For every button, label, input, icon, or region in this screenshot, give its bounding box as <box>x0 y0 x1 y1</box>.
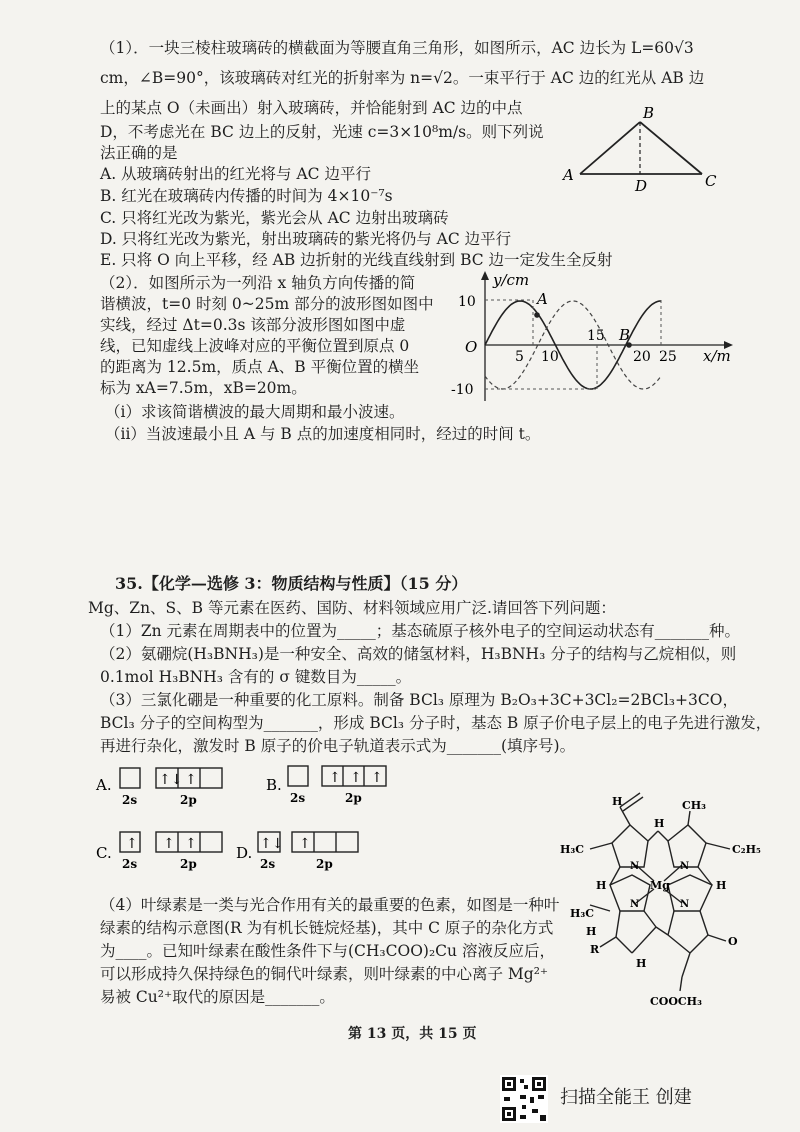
page-footer: 第 13 页，共 15 页 <box>348 1026 477 1042</box>
label-point-a: A <box>537 290 548 308</box>
orbital-c-label: C. <box>96 844 112 862</box>
question-ii: （ii）当波速最小且 A 与 B 点的加速度相同时，经过的时间 t。 <box>105 425 541 443</box>
orbital-b-p1: ↑ <box>329 770 341 786</box>
mol-h-right: H <box>716 879 727 892</box>
p35-q2b: 0.1mol H₃BNH₃ 含有的 σ 键数目为_____。 <box>100 668 412 686</box>
p35-q2a: （2）氨硼烷(H₃BNH₃)是一种安全、高效的储氢材料，H₃BNH₃ 分子的结构与乙烷相似，则 <box>100 645 737 663</box>
x-tick-10: 10 <box>541 349 559 365</box>
mol-ch3-top: CH₃ <box>682 799 706 812</box>
mol-h-lower: H <box>586 925 597 938</box>
p34-part2-line3: 实线，经过 Δt=0.3s 该部分波形图如图中虚 <box>100 316 406 334</box>
orbital-c-p2: ↑ <box>185 836 197 852</box>
x-tick-15: 15 <box>587 328 605 344</box>
orbital-d-label: D. <box>236 844 253 862</box>
p35-q4-line5: 易被 Cu²⁺取代的原因是_______。 <box>100 988 335 1006</box>
mol-o: O <box>728 935 738 948</box>
question-i: （i）求该简谐横波的最大周期和最小波速。 <box>105 403 405 421</box>
triangle-diagram <box>555 100 735 195</box>
p35-q4-line3: 为____。已知叶绿素在酸性条件下与(CH₃COO)₂Cu 溶液反应后， <box>100 942 555 960</box>
wave-graph <box>445 265 735 405</box>
p35-q4-line4: 可以形成持久保持绿色的铜代叶绿素，则叶绿素的中心离子 Mg²⁺ <box>100 965 549 983</box>
mol-mg: Mg <box>650 879 670 892</box>
option-e: E. 只将 O 向上平移，经 AB 边折射的光线直线射到 BC 边一定发生全反射 <box>100 251 613 269</box>
label-b: B <box>643 104 655 122</box>
orbital-a-label: A. <box>96 776 112 794</box>
label-a: A <box>563 166 574 184</box>
option-c: C. 只将红光改为紫光，紫光会从 AC 边射出玻璃砖 <box>100 209 449 227</box>
mol-h-top: H <box>612 795 623 808</box>
p34-part1-line3: 上的某点 O（未画出）射入玻璃砖，并恰能射到 AC 边的中点 <box>100 99 523 117</box>
chlorophyll-structure <box>550 785 790 1030</box>
orbital-d-s: ↑↓ <box>260 836 284 852</box>
qr-code-icon <box>500 1075 548 1123</box>
orbital-d-p-label: 2p <box>316 857 333 871</box>
mol-h-a: H <box>654 817 665 830</box>
orbital-a-p1: ↑↓ <box>159 772 183 788</box>
orbital-b-label: B. <box>266 776 282 794</box>
p34-part1-line1: （1）．一块三棱柱玻璃砖的横截面为等腰直角三角形，如图所示，AC 边长为 L=60√3 <box>100 39 694 57</box>
orbital-a-p2: ↑ <box>185 772 197 788</box>
mol-n1: N <box>630 861 640 872</box>
orbital-a-p-label: 2p <box>180 793 197 807</box>
mol-n4: N <box>680 899 690 910</box>
orbital-b-s-label: 2s <box>290 791 306 805</box>
p35-title: 35.【化学—选修 3：物质结构与性质】（15 分） <box>115 574 468 593</box>
p34-part1-line2: cm，∠B=90°，该玻璃砖对红光的折射率为 n=√2。一束平行于 AC 边的红光从 AB 边 <box>100 69 705 87</box>
orbital-c-p1: ↑ <box>163 836 175 852</box>
orbital-d-p1: ↑ <box>299 836 311 852</box>
x-tick-25: 25 <box>659 349 677 365</box>
point-a <box>534 312 540 318</box>
mol-c2h5: C₂H₅ <box>732 843 761 856</box>
mol-n2: N <box>680 861 690 872</box>
y-axis-label: y/cm <box>493 271 530 289</box>
origin-label: O <box>465 338 478 356</box>
orbital-c-p-label: 2p <box>180 857 197 871</box>
label-c: C <box>705 172 717 190</box>
p35-q3a: （3）三氯化硼是一种重要的化工原料。制备 BCl₃ 原理为 B₂O₃+3C+3Cl₂=2BCl₃+3CO， <box>100 691 738 709</box>
mol-n3: N <box>630 899 640 910</box>
mol-h-left: H <box>596 879 607 892</box>
scanner-watermark: 扫描全能王 创建 <box>560 1087 692 1108</box>
p35-q3c: 再进行杂化，激发时 B 原子的价电子轨道表示式为_______(填序号)。 <box>100 737 576 755</box>
label-point-b: B <box>619 326 631 344</box>
y-tick-neg10: -10 <box>451 382 474 398</box>
p34-part1-line4: D，不考虑光在 BC 边上的反射，光速 c=3×10⁸m/s。则下列说 <box>100 123 544 141</box>
orbital-c-s: ↑ <box>126 836 138 852</box>
p34-part2-line2: 谐横波，t=0 时刻 0~25m 部分的波形图如图中 <box>100 295 434 313</box>
label-d: D <box>635 177 648 195</box>
p34-part2-line1: （2）．如图所示为一列沿 x 轴负方向传播的简 <box>100 274 416 292</box>
mol-h3c-left: H₃C <box>560 843 584 856</box>
p35-q3b: BCl₃ 分子的空间构型为_______，形成 BCl₃ 分子时，基态 B 原子价电子层上的电子先进行激发， <box>100 714 772 732</box>
option-d: D. 只将红光改为紫光，射出玻璃砖的紫光将仍与 AC 边平行 <box>100 230 512 248</box>
p35-q4-line2: 绿素的结构示意图(R 为有机长链烷烃基)，其中 C 原子的杂化方式 <box>100 919 554 937</box>
orbital-c-s-label: 2s <box>122 857 138 871</box>
x-axis-label: x/m <box>703 347 731 365</box>
p35-q4-line1: （4）叶绿素是一类与光合作用有关的最重要的色素，如图是一种叶 <box>100 896 560 914</box>
option-b: B. 红光在玻璃砖内传播的时间为 4×10⁻⁷s <box>100 187 393 205</box>
orbital-d-s-label: 2s <box>260 857 276 871</box>
p34-part2-line5: 的距离为 12.5m，质点 A、B 平衡位置的横坐 <box>100 358 420 376</box>
orbital-b-p3: ↑ <box>371 770 383 786</box>
p34-part2-line4: 线，已知虚线上波峰对应的平衡位置到原点 0 <box>100 337 410 355</box>
mol-cooch3: COOCH₃ <box>650 995 702 1008</box>
mol-h3c-lower: H₃C <box>570 907 594 920</box>
y-tick-10: 10 <box>458 294 476 310</box>
p35-intro: Mg、Zn、S、B 等元素在医药、国防、材料领域应用广泛.请回答下列问题： <box>88 599 616 617</box>
orbital-b-p-label: 2p <box>345 791 362 805</box>
p34-part2-line6: 标为 xA=7.5m，xB=20m。 <box>100 379 307 397</box>
mol-h-bottom: H <box>636 957 647 970</box>
orbital-b-p2: ↑ <box>350 770 362 786</box>
option-a: A. 从玻璃砖射出的红光将与 AC 边平行 <box>100 165 371 183</box>
x-tick-20: 20 <box>633 349 651 365</box>
mol-r: R <box>590 943 600 956</box>
orbital-options <box>90 760 390 880</box>
orbital-a-s-label: 2s <box>122 793 138 807</box>
p35-q1: （1）Zn 元素在周期表中的位置为_____；基态硫原子核外电子的空间运动状态有_______种。 <box>100 622 741 640</box>
x-tick-5: 5 <box>515 349 524 365</box>
p34-part1-line5: 法正确的是 <box>100 144 178 162</box>
